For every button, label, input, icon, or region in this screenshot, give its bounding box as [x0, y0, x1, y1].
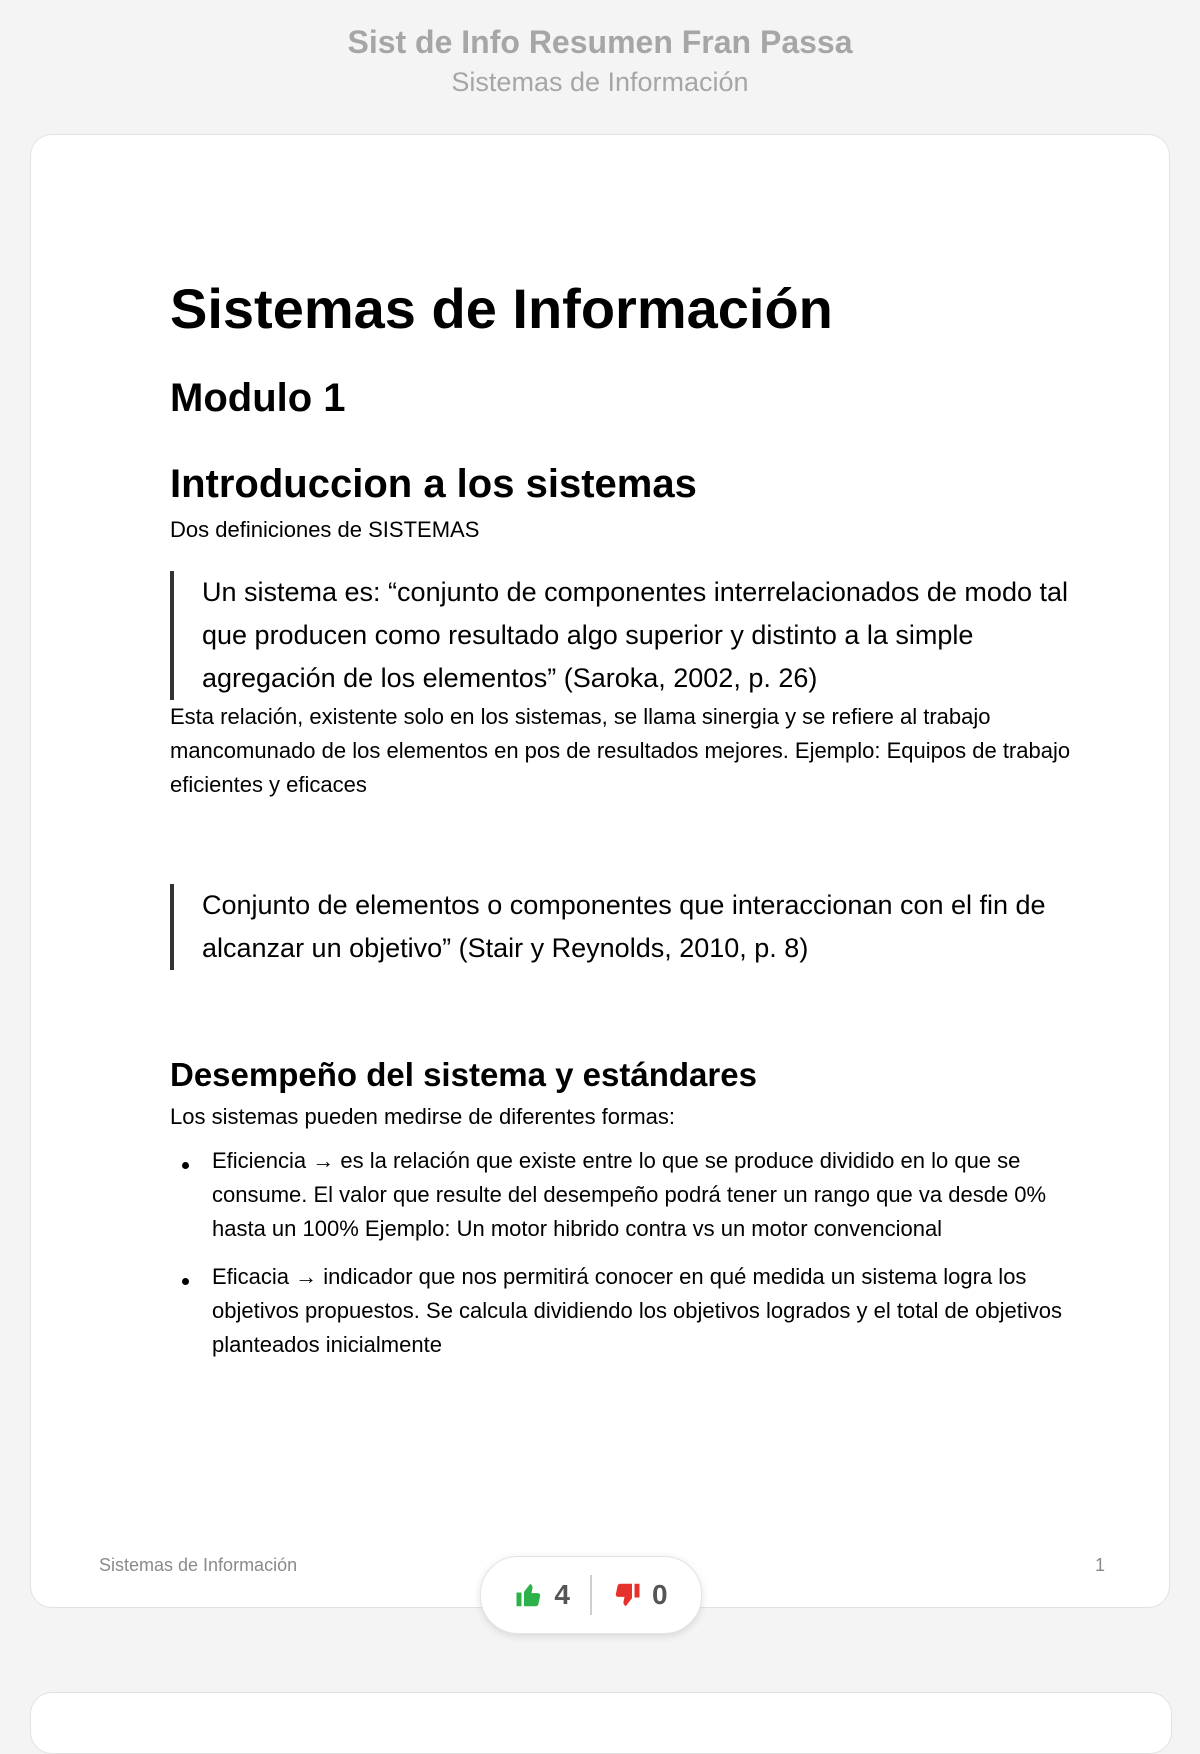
performance-list: [170, 1144, 1090, 1362]
downvote-count: 0: [652, 1579, 668, 1610]
list-item-eficacia: [170, 1260, 1090, 1362]
document-page: [30, 134, 1170, 1608]
page-title: Sistemas de Información: [170, 277, 833, 340]
page-footer-title: Sistemas de Información: [99, 1555, 298, 1575]
document-title: Sist de Info Resumen Fran Passa: [347, 24, 853, 60]
vote-divider: [590, 1575, 592, 1615]
next-page-edge: [30, 1692, 1172, 1754]
downvote-button[interactable]: [612, 1579, 668, 1611]
document-header: [0, 20, 1200, 100]
vote-widget: [480, 1556, 702, 1634]
upvote-button[interactable]: [514, 1579, 570, 1611]
bullet-dot: [182, 1278, 189, 1285]
intro-text: Dos definiciones de SISTEMAS: [170, 517, 480, 542]
list-item-eficiencia: [170, 1144, 1090, 1246]
upvote-count: 4: [554, 1579, 570, 1610]
thumbs-down-icon: [612, 1580, 642, 1610]
document-subtitle: Sistemas de Información: [451, 67, 749, 97]
page-number: 1: [1094, 1555, 1105, 1575]
quote-stair: Conjunto de elementos o componentes que interaccionan con el fin de alcanzar un objetivo” (Stair y Reynolds, 2010, p. 8): [170, 884, 1090, 970]
page-content: [170, 271, 1090, 1376]
bullet-dot: [182, 1162, 189, 1169]
performance-intro: Los sistemas pueden medirse de diferentes formas:: [170, 1104, 676, 1129]
intro-heading: Introduccion a los sistemas: [170, 462, 697, 506]
performance-heading: Desempeño del sistema y estándares: [170, 1056, 757, 1093]
sinergia-paragraph: Esta relación, existente solo en los sistemas, se llama sinergia y se refiere al trabajo mancomunado de los elementos en pos de resultados mejores. Ejemplo: Equipos de trabajo eficientes y eficaces: [170, 704, 1071, 797]
list-item-text: Eficacia → indicador que nos permitirá conocer en qué medida un sistema logra los objetivos propuestos. Se calcula dividiendo los objetivos logrados y el total de objetivos planteados inicialmente: [212, 1264, 1062, 1357]
thumbs-up-icon: [514, 1580, 544, 1610]
quote-saroka: Un sistema es: “conjunto de componentes interrelacionados de modo tal que producen como resultado algo superior y distinto a la simple agregación de los elementos” (Saroka, 2002, p. 26): [170, 571, 1090, 700]
list-item-text: Eficiencia → es la relación que existe entre lo que se produce dividido en lo que se consume. El valor que resulte del desempeño podrá tener un rango que va desde 0% hasta un 100% Ejemplo: Un motor hibrido contra vs un motor convencional: [212, 1148, 1047, 1241]
module-heading: Modulo 1: [170, 376, 346, 420]
